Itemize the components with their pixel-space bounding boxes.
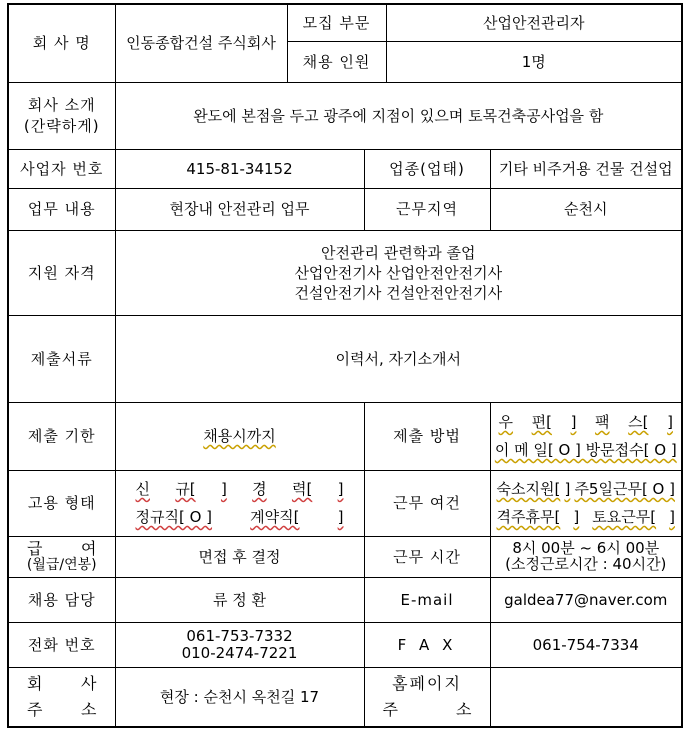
- five-day-check: 주5일근무[ O ]: [574, 479, 675, 498]
- saturday-check-open: 토요근무[: [592, 508, 657, 527]
- homepage-label-line1: 홈페이지: [392, 674, 462, 694]
- deadline-label: 제출 기한: [8, 402, 115, 470]
- deadline-text: 채용시까지: [203, 426, 276, 445]
- permanent-check: 정규직[ O ]: [135, 508, 213, 527]
- company-intro-value: 완도에 본점을 두고 광주에 지점이 있으며 토목건축공사업을 함: [115, 82, 682, 149]
- qualification-line: 산업안전기사 산업안전안전기사: [294, 263, 503, 282]
- housing-check-open: 숙소지원[: [496, 479, 561, 498]
- homepage-label: [364, 667, 490, 727]
- submit-method-value: [490, 402, 682, 470]
- fax-check-close: ]: [667, 412, 673, 431]
- company-name-value: 인동종합건설 주식회사: [115, 4, 287, 82]
- work-hours-value: [490, 536, 682, 578]
- homepage-value: [490, 667, 682, 727]
- fax-check-open: 스[: [628, 412, 649, 431]
- submit-method-line1: [493, 412, 680, 432]
- company-address-label-line2: [9, 699, 115, 721]
- qualification-line: 안전관리 관련학과 졸업: [321, 243, 476, 262]
- post-label: 우: [498, 412, 514, 431]
- recruit-dept-value: 산업안전관리자: [386, 4, 682, 42]
- biweekly-check-open: 격주휴무[: [496, 508, 561, 527]
- documents-label: 제출서류: [8, 316, 115, 402]
- post-check-open: 편[: [531, 412, 552, 431]
- company-intro-label-line2: (간략하게): [23, 116, 100, 135]
- new-check-close: ]: [220, 479, 227, 498]
- fax-label: 팩: [595, 412, 610, 431]
- qualification-label: 지원 자격: [8, 230, 115, 315]
- company-intro-label-line1: 회사 소개: [27, 96, 96, 115]
- industry-value: 기타 비주거용 건물 건설업: [490, 149, 682, 189]
- recruit-dept-label: 모집 부문: [287, 4, 386, 42]
- company-address-value: 현장 : 순천시 옥천길 17: [115, 667, 364, 727]
- work-conditions-value: [490, 470, 682, 536]
- work-conditions-line2: [495, 507, 678, 527]
- deadline-value: [115, 402, 364, 470]
- work-region-label: 근무지역: [364, 189, 490, 231]
- post-check-close: ]: [570, 412, 577, 431]
- new-check-open: 규[: [175, 479, 196, 498]
- employment-type-line2: [130, 507, 350, 527]
- work-conditions-line1: [495, 479, 678, 499]
- qualification-line: 건설안전기사 건설안전안전기사: [294, 284, 503, 303]
- pay-label-char: 여: [81, 539, 97, 559]
- pay-value: 면접 후 결정: [115, 536, 364, 578]
- homepage-label-line2: [369, 699, 486, 721]
- documents-value: 이력서, 자기소개서: [115, 316, 682, 402]
- employment-type-label: 고용 형태: [8, 470, 115, 536]
- company-intro-label: [8, 82, 115, 149]
- address-label-char: 소: [81, 699, 97, 719]
- company-name-label: 회 사 명: [8, 4, 115, 82]
- pay-label-char: 급: [27, 539, 43, 559]
- work-region-value: 순천시: [490, 189, 682, 231]
- contract-check-open: 계약직[: [250, 508, 300, 527]
- phone-number-2: 010-2474-7221: [181, 643, 298, 662]
- industry-label: 업종(업태): [364, 149, 490, 189]
- qualification-value: [115, 230, 682, 315]
- hiring-manager-label: 채용 담당: [8, 578, 115, 623]
- job-posting-form: [7, 3, 683, 728]
- career-check-open: 력[: [291, 479, 313, 498]
- contract-check-close: ]: [337, 508, 344, 527]
- career-check-close: ]: [337, 479, 344, 498]
- address-label-char: 회: [27, 674, 43, 694]
- email-visit-checks: 이 메 일[ O ] 방문접수[ O ]: [494, 441, 677, 460]
- pay-label: [8, 536, 115, 578]
- recruit-count-value: 1명: [386, 42, 682, 83]
- new-label: 신: [135, 479, 150, 498]
- phone-value: [115, 622, 364, 667]
- job-duty-value: 현장내 안전관리 업무: [115, 189, 364, 231]
- pay-label-line2: (월급/연봉): [26, 556, 97, 573]
- pay-label-line1: [9, 541, 115, 558]
- employment-type-value: [115, 470, 364, 536]
- homepage-label-char: 주: [382, 699, 398, 719]
- submit-method-line2: [493, 440, 680, 460]
- phone-label: 전화 번호: [8, 622, 115, 667]
- phone-number-1: 061-753-7332: [186, 627, 293, 646]
- employment-type-line1: [130, 479, 350, 499]
- work-hours-label: 근무 시간: [364, 536, 490, 578]
- work-conditions-label: 근무 여건: [364, 470, 490, 536]
- housing-check-close: ]: [564, 479, 571, 498]
- homepage-label-char: 소: [456, 699, 472, 719]
- email-value: galdea77@naver.com: [490, 578, 682, 623]
- biz-number-value: 415-81-34152: [115, 149, 364, 189]
- saturday-check-close: ]: [669, 508, 675, 527]
- hiring-manager-value: 류 정 환: [115, 578, 364, 623]
- company-address-label-line1: [9, 673, 115, 695]
- company-address-label: [8, 667, 115, 727]
- fax-value: 061-754-7334: [490, 622, 682, 667]
- biz-number-label: 사업자 번호: [8, 149, 115, 189]
- fax-label: F A X: [364, 622, 490, 667]
- address-label-char: 사: [81, 674, 97, 694]
- career-label: 경: [252, 479, 267, 498]
- address-label-char: 주: [27, 699, 43, 719]
- recruit-count-label: 채용 인원: [287, 42, 386, 83]
- submit-method-label: 제출 방법: [364, 402, 490, 470]
- work-hours-line2: (소정근로시간 : 40시간): [505, 554, 667, 573]
- biweekly-check-close: ]: [573, 508, 580, 527]
- job-duty-label: 업무 내용: [8, 189, 115, 231]
- email-label: E-mail: [364, 578, 490, 623]
- work-hours-line1: 8시 00분 ~ 6시 00분: [512, 539, 660, 558]
